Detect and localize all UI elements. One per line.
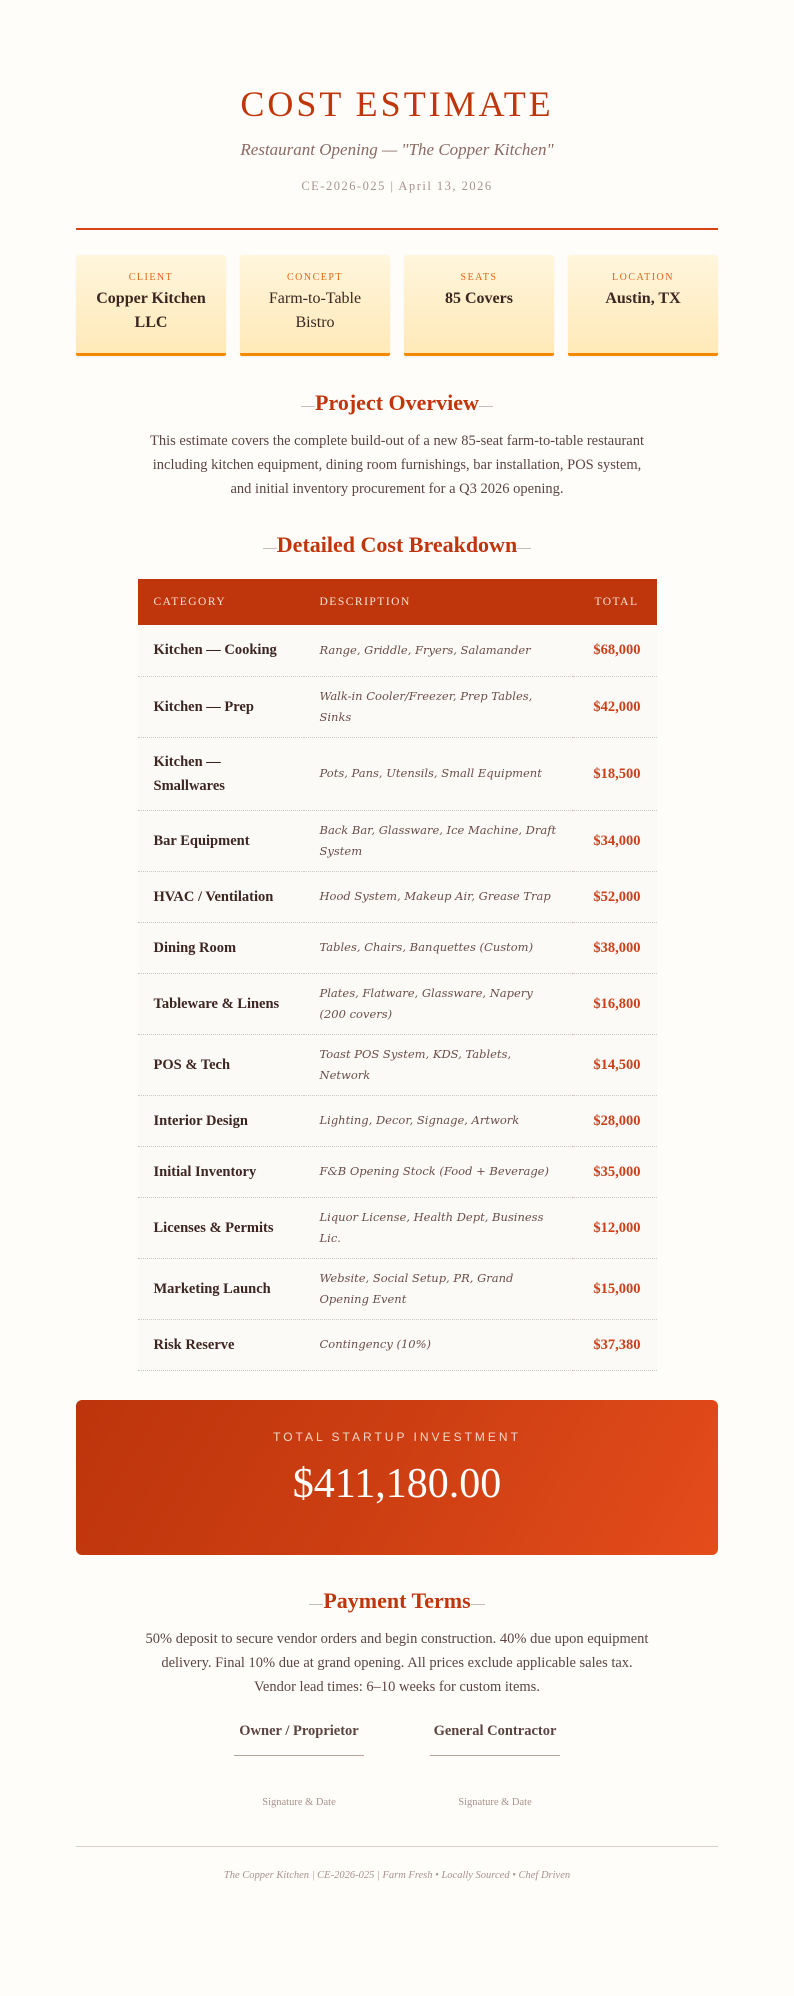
- card-value: 85 Covers: [445, 290, 513, 307]
- row-description: Plates, Flatware, Glassware, Napery (200 covers): [304, 973, 573, 1034]
- card-value: Copper Kitchen LLC: [96, 290, 206, 331]
- row-description: Range, Griddle, Fryers, Salamander: [304, 625, 573, 676]
- row-description: Lighting, Decor, Signage, Artwork: [304, 1095, 573, 1146]
- row-description: Website, Social Setup, PR, Grand Opening Event: [304, 1258, 573, 1319]
- info-card-client: [76, 255, 226, 356]
- document-title: COST ESTIMATE: [240, 84, 554, 124]
- total-investment-banner: [76, 1400, 718, 1555]
- row-category: Risk Reserve: [138, 1319, 304, 1370]
- row-description: Pots, Pans, Utensils, Small Equipment: [304, 737, 573, 810]
- signature-caption: Signature & Date: [458, 1796, 532, 1808]
- row-description: Liquor License, Health Dept, Business Lic.: [304, 1197, 573, 1258]
- table-row: [138, 810, 657, 871]
- row-total: $14,500: [573, 1034, 657, 1095]
- row-category: Tableware & Linens: [138, 973, 304, 1034]
- row-total: $18,500: [573, 737, 657, 810]
- header-divider: [76, 228, 718, 230]
- project-overview-heading: [76, 389, 718, 417]
- row-total: $35,000: [573, 1146, 657, 1197]
- row-category: Marketing Launch: [138, 1258, 304, 1319]
- table-row: [138, 1258, 657, 1319]
- payment-terms-text: 50% deposit to secure vendor orders and begin construction. 40% due upon equipment delivery. Final 10% due at grand opening. All prices exclude applicable sales tax. Vendor lead times: 6–10 weeks for custom items.: [145, 1630, 649, 1695]
- row-total: $52,000: [573, 871, 657, 922]
- signature-caption: Signature & Date: [262, 1796, 336, 1808]
- row-total: $16,800: [573, 973, 657, 1034]
- row-description: F&B Opening Stock (Food + Beverage): [304, 1146, 573, 1197]
- info-card-location: [568, 255, 718, 356]
- card-value: Farm-to-Table Bistro: [268, 290, 362, 331]
- row-category: Interior Design: [138, 1095, 304, 1146]
- row-description: Back Bar, Glassware, Ice Machine, Draft System: [304, 810, 573, 871]
- table-header-row: [138, 579, 657, 625]
- heading-decoration-right: [471, 1604, 485, 1605]
- table-row: [138, 871, 657, 922]
- card-label: LOCATION: [612, 272, 674, 283]
- row-total: $28,000: [573, 1095, 657, 1146]
- heading-decoration-left: [263, 548, 277, 549]
- table-row: [138, 676, 657, 737]
- row-description: Walk-in Cooler/Freezer, Prep Tables, Sinks: [304, 676, 573, 737]
- row-description: Hood System, Makeup Air, Grease Trap: [304, 871, 573, 922]
- signature-line: [430, 1755, 560, 1756]
- total-label: TOTAL STARTUP INVESTMENT: [273, 1429, 521, 1444]
- table-row: [138, 1034, 657, 1095]
- signature-contractor: [430, 1721, 560, 1810]
- row-category: Kitchen — Cooking: [138, 625, 304, 676]
- table-row: [138, 737, 657, 810]
- row-category: Initial Inventory: [138, 1146, 304, 1197]
- document-subtitle: Restaurant Opening — "The Copper Kitchen": [240, 140, 554, 159]
- payment-terms-heading: [76, 1587, 718, 1615]
- estimate-id-and-date: CE-2026-025 | April 13, 2026: [301, 179, 493, 193]
- row-category: Kitchen — Smallwares: [138, 737, 304, 810]
- signature-role: Owner / Proprietor: [239, 1722, 359, 1739]
- card-value: Austin, TX: [605, 290, 681, 307]
- card-label: SEATS: [460, 272, 498, 283]
- info-cards: [76, 255, 718, 356]
- table-row: [138, 1197, 657, 1258]
- table-row: [138, 922, 657, 973]
- signature-line: [234, 1755, 364, 1756]
- row-total: $68,000: [573, 625, 657, 676]
- row-total: $12,000: [573, 1197, 657, 1258]
- row-category: Kitchen — Prep: [138, 676, 304, 737]
- footer-divider: [76, 1846, 718, 1847]
- heading-decoration-right: [517, 548, 531, 549]
- row-total: $38,000: [573, 922, 657, 973]
- heading-decoration-left: [301, 406, 315, 407]
- card-label: CONCEPT: [286, 272, 344, 283]
- row-description: Toast POS System, KDS, Tablets, Network: [304, 1034, 573, 1095]
- row-category: Bar Equipment: [138, 810, 304, 871]
- info-card-concept: [240, 255, 390, 356]
- cost-breakdown-heading: [76, 531, 718, 559]
- column-header-category: CATEGORY: [138, 579, 304, 625]
- row-description: Tables, Chairs, Banquettes (Custom): [304, 922, 573, 973]
- card-label: CLIENT: [128, 272, 174, 283]
- footer-text: The Copper Kitchen | CE-2026-025 | Farm Fresh • Locally Sourced • Chef Driven: [223, 1869, 571, 1881]
- column-header-total: TOTAL: [573, 579, 657, 625]
- row-total: $15,000: [573, 1258, 657, 1319]
- total-amount: $411,180.00: [292, 1460, 502, 1507]
- row-total: $42,000: [573, 676, 657, 737]
- row-category: HVAC / Ventilation: [138, 871, 304, 922]
- row-category: Licenses & Permits: [138, 1197, 304, 1258]
- info-card-seats: [404, 255, 554, 356]
- project-overview-text: This estimate covers the complete build-out of a new 85-seat farm-to-table restaurant including kitchen equipment, dining room furnishings, bar installation, POS system, and initial inventory procurement for a Q3 2026 opening.: [149, 433, 645, 497]
- table-row: [138, 973, 657, 1034]
- row-category: Dining Room: [138, 922, 304, 973]
- row-total: $34,000: [573, 810, 657, 871]
- heading-text: Detailed Cost Breakdown: [276, 532, 518, 557]
- signature-owner: [234, 1721, 364, 1810]
- heading-decoration-right: [479, 406, 493, 407]
- cost-breakdown-table: [138, 579, 657, 1371]
- table-row: [138, 1146, 657, 1197]
- heading-text: Payment Terms: [323, 1587, 471, 1613]
- signature-block: [76, 1721, 718, 1810]
- column-header-description: DESCRIPTION: [304, 579, 573, 625]
- row-total: $37,380: [573, 1319, 657, 1370]
- heading-decoration-left: [309, 1604, 323, 1605]
- signature-role: General Contractor: [433, 1722, 557, 1739]
- heading-text: Project Overview: [315, 390, 479, 415]
- document-header: [76, 0, 718, 194]
- row-description: Contingency (10%): [304, 1319, 573, 1370]
- table-row: [138, 625, 657, 676]
- table-row: [138, 1095, 657, 1146]
- row-category: POS & Tech: [138, 1034, 304, 1095]
- table-row: [138, 1319, 657, 1370]
